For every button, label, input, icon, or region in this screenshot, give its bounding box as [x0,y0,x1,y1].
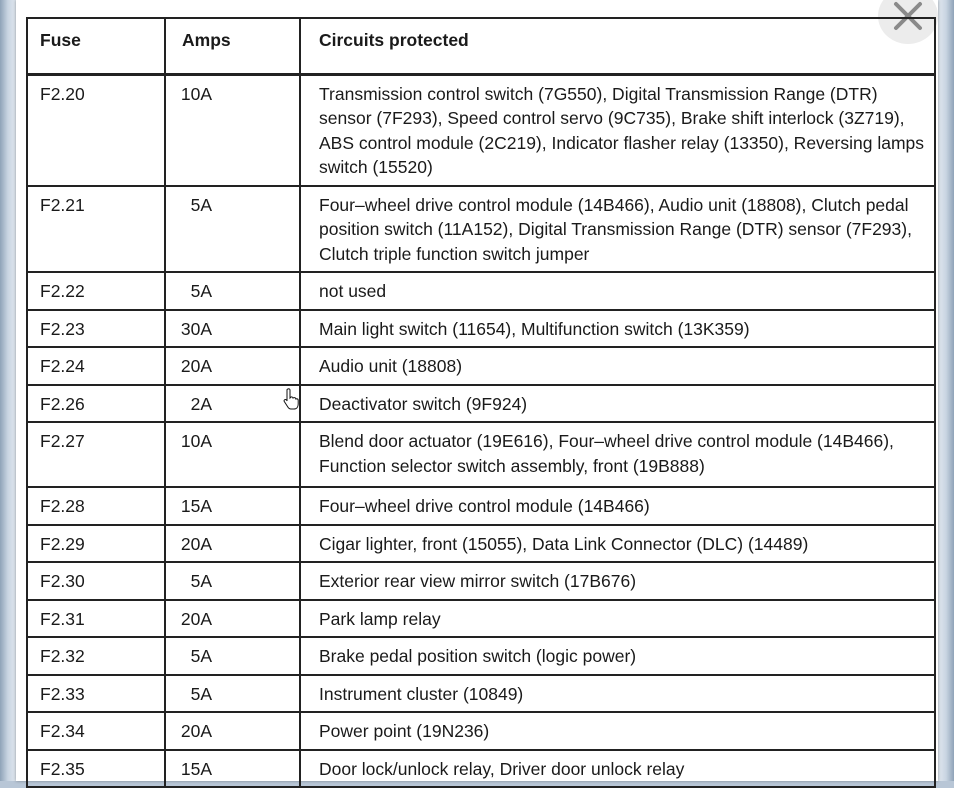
circuits-cell: Instrument cluster (10849) [300,675,935,713]
circuits-cell: not used [300,272,935,310]
fuse-column-header: Fuse [27,18,165,74]
fuse-cell: F2.34 [27,712,165,750]
amps-value: 5A [190,646,212,666]
amps-value: 5A [190,281,212,301]
amps-cell [165,750,300,788]
amps-cell [165,385,300,423]
table-body [27,74,935,787]
amps-cell [165,487,300,525]
table-row [27,385,935,423]
table-row [27,637,935,675]
table-row [27,600,935,638]
circuits-cell: Cigar lighter, front (15055), Data Link Connector (DLC) (14489) [300,525,935,563]
amps-value: 20A [180,608,212,629]
amps-cell [165,637,300,675]
amps-cell [165,712,300,750]
fuse-cell: F2.29 [27,525,165,563]
amps-cell [165,422,300,487]
fuse-cell: F2.35 [27,750,165,788]
amps-value: 20A [180,533,212,554]
fuse-cell: F2.30 [27,562,165,600]
amps-cell [165,74,300,186]
hand-pointer-icon [283,388,299,410]
fuse-cell: F2.22 [27,272,165,310]
amps-value: 10A [180,431,212,451]
amps-cell [165,310,300,348]
table-header-row [27,18,935,74]
fuse-cell: F2.21 [27,186,165,273]
table-row [27,422,935,487]
amps-cell [165,600,300,638]
amps-value: 15A [180,758,212,779]
circuits-cell: Transmission control switch (7G550), Digital Transmission Range (DTR) sensor (7F293), Speed control servo (9C735), Brake shift interlock (3Z719), ABS control module (2C219), Indicator flasher relay (13350), Reversing lamps switch (15520) [300,74,935,186]
amps-cell [165,347,300,385]
circuits-cell: Audio unit (18808) [300,347,935,385]
circuits-column-header: Circuits protected [300,18,935,74]
table-row [27,347,935,385]
circuits-cell: Main light switch (11654), Multifunction switch (13K359) [300,310,935,348]
circuits-cell: Deactivator switch (9F924) [300,385,935,423]
fuse-cell: F2.28 [27,487,165,525]
circuits-cell: Door lock/unlock relay, Driver door unlock relay [300,750,935,788]
amps-value: 5A [190,194,212,215]
fuse-cell: F2.33 [27,675,165,713]
amps-cell [165,272,300,310]
amps-value: 5A [190,683,212,704]
table-row [27,272,935,310]
table-row [27,675,935,713]
amps-value: 30A [180,318,212,339]
fuse-table [26,17,936,788]
circuits-cell: Four–wheel drive control module (14B466) [300,487,935,525]
circuits-cell: Blend door actuator (19E616), Four–wheel drive control module (14B466), Function selector switch assembly, front (19B888) [300,422,935,487]
table-row [27,310,935,348]
amps-cell [165,675,300,713]
table-row [27,525,935,563]
amps-value: 10A [180,83,212,104]
amps-value: 5A [190,571,212,591]
amps-value: 15A [180,496,212,516]
amps-value: 2A [190,393,212,414]
circuits-cell: Brake pedal position switch (logic power) [300,637,935,675]
table-row [27,487,935,525]
amps-cell [165,186,300,273]
table-row [27,562,935,600]
fuse-cell: F2.20 [27,74,165,186]
amps-cell [165,525,300,563]
fuse-cell: F2.23 [27,310,165,348]
table-row [27,712,935,750]
circuits-cell: Exterior rear view mirror switch (17B676) [300,562,935,600]
amps-cell [165,562,300,600]
fuse-cell: F2.27 [27,422,165,487]
circuits-cell: Power point (19N236) [300,712,935,750]
fuse-cell: F2.26 [27,385,165,423]
amps-value: 20A [180,356,212,376]
fuse-cell: F2.24 [27,347,165,385]
fuse-cell: F2.31 [27,600,165,638]
circuits-cell: Park lamp relay [300,600,935,638]
circuits-cell: Four–wheel drive control module (14B466), Audio unit (18808), Clutch pedal position switch (11A152), Digital Transmission Range (DTR) sensor (7F293), Clutch triple function switch jumper [300,186,935,273]
table-row [27,186,935,273]
amps-column-header: Amps [165,18,300,74]
fuse-cell: F2.32 [27,637,165,675]
amps-value: 20A [180,721,212,741]
table-row [27,74,935,186]
table-row [27,750,935,788]
